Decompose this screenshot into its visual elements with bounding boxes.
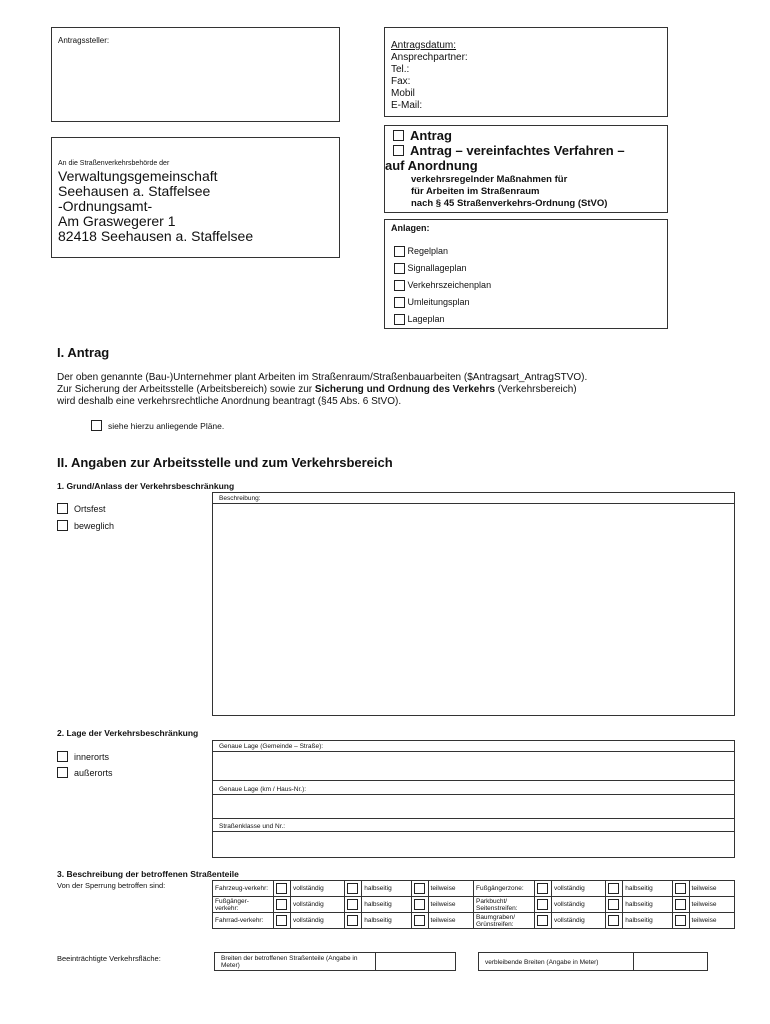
location-field-2[interactable]	[212, 794, 735, 819]
option-label: teilweise	[428, 897, 473, 913]
fax-label: Fax:	[391, 76, 411, 87]
section2-title: II. Angaben zur Arbeitsstelle und zum Verkehrsbereich	[57, 455, 393, 470]
description-field[interactable]	[212, 503, 735, 716]
section1-p2a: Zur Sicherung der Arbeitsstelle (Arbeitsbereich) sowie zur	[57, 384, 315, 395]
row-label: Parkbucht/ Seitenstreifen:	[473, 897, 534, 913]
checkbox[interactable]	[347, 915, 358, 926]
plans-checkbox-row[interactable]	[91, 420, 224, 431]
option-label: teilweise	[689, 881, 734, 897]
beweglich-label: beweglich	[74, 520, 115, 531]
row-label: Fahrrad-verkehr:	[213, 913, 274, 929]
sub3-title: 3. Beschreibung der betroffenen Straßenteile	[57, 869, 239, 879]
ausserorts-label: außerorts	[74, 767, 113, 778]
location-label-1: Genaue Lage (Gemeinde – Straße):	[219, 743, 324, 750]
option-label: halbseitig	[623, 897, 672, 913]
checkbox[interactable]	[675, 883, 686, 894]
checkbox-cell[interactable]	[606, 913, 623, 929]
option-label: vollständig	[291, 913, 345, 929]
remaining-label-cell	[478, 952, 634, 971]
table-row	[213, 897, 735, 913]
checkbox[interactable]	[276, 915, 287, 926]
sub2-title: 2. Lage der Verkehrsbeschränkung	[57, 728, 199, 738]
recipient-line1: Verwaltungsgemeinschaft	[58, 168, 218, 184]
checkbox[interactable]	[414, 899, 425, 910]
email-label: E-Mail:	[391, 100, 423, 111]
recipient-line2: Seehausen a. Staffelsee	[58, 183, 211, 199]
section1-p2	[57, 384, 757, 396]
recipient-box	[51, 137, 340, 258]
location-label-2: Genaue Lage (km / Haus-Nr.):	[219, 786, 307, 793]
location-field-1[interactable]	[212, 751, 735, 781]
option-label: teilweise	[689, 897, 734, 913]
applicant-box[interactable]	[51, 27, 340, 122]
checkbox[interactable]	[393, 145, 404, 156]
option-innerorts[interactable]	[57, 751, 109, 762]
section1-p2b: Sicherung und Ordnung des Verkehrs	[314, 384, 495, 395]
contact-box[interactable]	[384, 27, 668, 117]
checkbox-cell[interactable]	[606, 897, 623, 913]
widths-label: Breiten der betroffenen Straßenteile (Angabe in Meter)	[221, 955, 358, 969]
mobil-label: Mobil	[391, 88, 415, 99]
checkbox[interactable]	[394, 246, 405, 257]
checkbox[interactable]	[414, 883, 425, 894]
widths-field[interactable]	[375, 952, 456, 971]
checkbox[interactable]	[57, 751, 68, 762]
attachments-label: Anlagen:	[391, 223, 430, 233]
date-label: Antragsdatum:	[391, 40, 457, 51]
option-simplified[interactable]	[393, 143, 625, 158]
attachment-umleitungsplan[interactable]	[394, 294, 491, 311]
checkbox[interactable]	[276, 899, 287, 910]
checkbox-cell[interactable]	[534, 881, 551, 897]
attachment-label: Verkehrszeichenplan	[407, 280, 492, 290]
option-label: vollständig	[291, 881, 345, 897]
checkbox-cell[interactable]	[672, 913, 689, 929]
option-label: halbseitig	[362, 897, 411, 913]
request-line4: verkehrsregelnder Maßnahmen für	[411, 174, 568, 185]
option-label: teilweise	[428, 913, 473, 929]
recipient-line4: Am Graswegerer 1	[58, 213, 176, 229]
checkbox-cell[interactable]	[345, 913, 362, 929]
option-label: teilweise	[428, 881, 473, 897]
recipient-line3: -Ordnungsamt-	[58, 198, 153, 214]
checkbox-cell[interactable]	[534, 913, 551, 929]
checkbox-cell[interactable]	[606, 881, 623, 897]
option-antrag-label: Antrag	[410, 128, 452, 143]
option-label: teilweise	[689, 913, 734, 929]
affected-table	[212, 880, 735, 929]
attachment-label: Umleitungsplan	[407, 297, 470, 307]
attachment-label: Signallageplan	[407, 263, 467, 273]
checkbox[interactable]	[414, 915, 425, 926]
affected-label: Von der Sperrung betroffen sind:	[57, 881, 166, 890]
checkbox-cell[interactable]	[345, 897, 362, 913]
checkbox-cell[interactable]	[672, 881, 689, 897]
location-field-3[interactable]	[212, 831, 735, 858]
checkbox[interactable]	[608, 915, 619, 926]
request-line3: auf Anordnung	[385, 158, 478, 173]
option-simplified-label: Antrag – vereinfachtes Verfahren –	[410, 143, 625, 158]
location-header-2	[212, 780, 735, 795]
sub1-title: 1. Grund/Anlass der Verkehrsbeschränkung	[57, 481, 235, 491]
plans-checkbox-label: siehe hierzu anliegende Pläne.	[108, 420, 225, 431]
recipient-small: An die Straßenverkehrsbehörde der	[58, 160, 170, 167]
checkbox-cell[interactable]	[672, 897, 689, 913]
request-line6: nach § 45 Straßenverkehrs-Ordnung (StVO)	[411, 198, 608, 209]
row-label: Fahrzeug-verkehr:	[213, 881, 274, 897]
location-label-3: Straßenklasse und Nr.:	[219, 823, 286, 830]
option-antrag[interactable]	[393, 128, 625, 143]
checkbox-cell[interactable]	[411, 913, 428, 929]
option-label: halbseitig	[362, 913, 411, 929]
checkbox[interactable]	[537, 915, 548, 926]
request-type-box	[384, 125, 668, 213]
attachment-regelplan[interactable]	[394, 243, 491, 260]
checkbox[interactable]	[57, 503, 68, 514]
option-label: halbseitig	[362, 881, 411, 897]
remaining-label: verbleibende Breiten (Angabe in Meter)	[485, 959, 599, 966]
checkbox[interactable]	[394, 297, 405, 308]
checkbox[interactable]	[675, 915, 686, 926]
attachments-box	[384, 219, 668, 329]
attachment-label: Regelplan	[407, 246, 449, 256]
checkbox[interactable]	[91, 420, 102, 431]
innerorts-label: innerorts	[74, 751, 110, 762]
option-ortsfest[interactable]	[57, 503, 106, 514]
option-label: vollständig	[291, 897, 345, 913]
attachment-verkehrszeichenplan[interactable]	[394, 277, 491, 294]
checkbox[interactable]	[608, 899, 619, 910]
checkbox[interactable]	[393, 130, 404, 141]
checkbox[interactable]	[347, 883, 358, 894]
checkbox[interactable]	[394, 263, 405, 274]
description-label: Beschreibung:	[219, 495, 261, 502]
section1-p3: wird deshalb eine verkehrsrechtliche Anordnung beantragt (§45 Abs. 6 StVO).	[57, 396, 402, 407]
option-label: halbseitig	[623, 881, 672, 897]
option-label: vollständig	[551, 897, 605, 913]
checkbox[interactable]	[537, 899, 548, 910]
checkbox-cell[interactable]	[411, 897, 428, 913]
ortsfest-label: Ortsfest	[74, 503, 106, 514]
checkbox[interactable]	[394, 280, 405, 291]
option-label: vollständig	[551, 913, 605, 929]
applicant-label: Antragssteller:	[58, 36, 110, 45]
row-label: Baumgraben/ Grünstreifen:	[473, 913, 534, 929]
row-label: Fußgängerzone:	[473, 881, 534, 897]
option-label: vollständig	[551, 881, 605, 897]
table-row	[213, 913, 735, 929]
recipient-line5: 82418 Seehausen a. Staffelsee	[58, 228, 254, 244]
checkbox[interactable]	[675, 899, 686, 910]
checkbox[interactable]	[347, 899, 358, 910]
impaired-label: Beeinträchtigte Verkehrsfläche:	[57, 954, 161, 963]
checkbox-cell[interactable]	[534, 897, 551, 913]
table-row	[213, 881, 735, 897]
checkbox-cell[interactable]	[274, 881, 291, 897]
remaining-field[interactable]	[633, 952, 708, 971]
checkbox[interactable]	[57, 520, 68, 531]
option-beweglich[interactable]	[57, 520, 114, 531]
checkbox-cell[interactable]	[345, 881, 362, 897]
request-line5: für Arbeiten im Straßenraum	[411, 186, 540, 197]
row-label: Fußgänger-verkehr:	[213, 897, 274, 913]
section1-p2c: (Verkehrsbereich)	[494, 384, 577, 395]
attachment-label: Lageplan	[407, 314, 445, 324]
section1-p1: Der oben genannte (Bau-)Unternehmer plant Arbeiten im Straßenraum/Straßenbauarbeiten ($Antragsart_AntragSTVO).	[57, 372, 588, 383]
attachment-lageplan[interactable]	[394, 311, 491, 328]
checkbox[interactable]	[537, 883, 548, 894]
section1-title: I. Antrag	[57, 345, 110, 360]
checkbox-cell[interactable]	[274, 913, 291, 929]
location-header-3	[212, 818, 735, 832]
checkbox[interactable]	[394, 314, 405, 325]
widths-label-cell	[214, 952, 376, 971]
checkbox[interactable]	[57, 767, 68, 778]
attachment-signallageplan[interactable]	[394, 260, 491, 277]
checkbox-cell[interactable]	[411, 881, 428, 897]
checkbox[interactable]	[276, 883, 287, 894]
option-ausserorts[interactable]	[57, 767, 113, 778]
partner-label: Ansprechpartner:	[391, 52, 468, 63]
checkbox-cell[interactable]	[274, 897, 291, 913]
checkbox[interactable]	[608, 883, 619, 894]
tel-label: Tel.:	[391, 64, 410, 75]
option-label: halbseitig	[623, 913, 672, 929]
